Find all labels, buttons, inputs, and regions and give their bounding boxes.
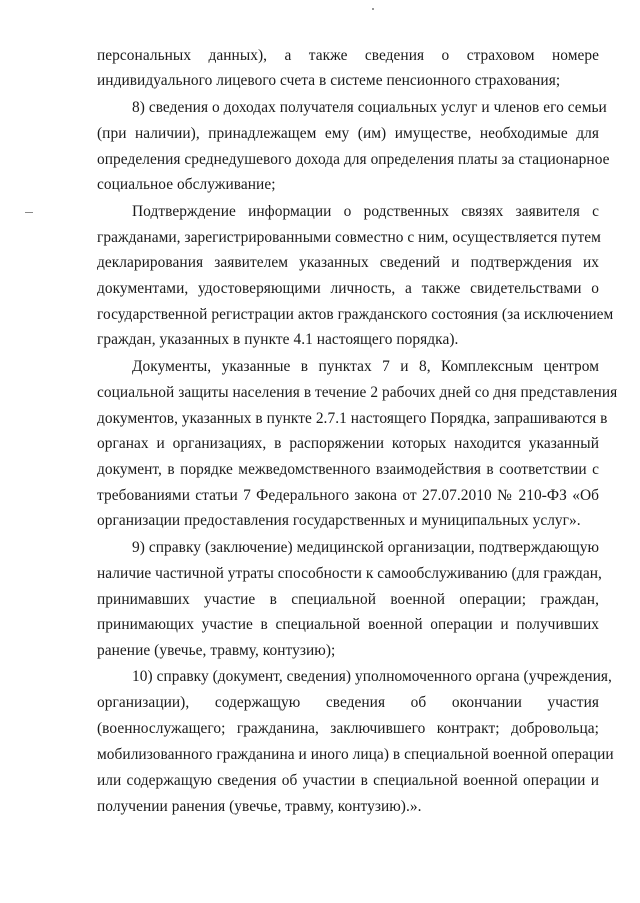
text-line-12: граждан, указанных в пункте 4.1 настоящего порядка). — [97, 331, 459, 348]
text-line-1: персональных данных), а также сведения о страховом номере — [97, 47, 599, 64]
text-line-9: декларирования заявителем указанных сведений и подтверждения их — [97, 254, 599, 271]
text-line-16: органах и организациях, в распоряжении которых находится указанный — [97, 435, 599, 452]
text-line-19: организации предоставления государственных и муниципальных услуг». — [97, 512, 581, 529]
text-line-11: государственной регистрации актов гражданского состояния (за исключением — [97, 306, 614, 323]
text-line-22: принимавших участие в специальной военной операции; граждан, — [97, 591, 599, 608]
text-line-3: 8) сведения о доходах получателя социальных услуг и членов его семьи — [132, 99, 607, 116]
text-line-30: получении ранения (увечье, травму, контузию).». — [97, 798, 422, 815]
text-line-24: ранение (увечье, травму, контузию); — [97, 642, 336, 659]
text-line-23: принимающих участие в специальной военной операции и получивших — [97, 616, 599, 633]
text-line-26: организации), содержащую сведения об окончании участия — [97, 694, 599, 711]
scan-mark — [372, 8, 374, 10]
text-line-18: требованиями статьи 7 Федерального закона от 27.07.2010 № 210-ФЗ «Об — [97, 487, 599, 504]
margin-mark — [25, 212, 33, 213]
text-line-13: Документы, указанные в пунктах 7 и 8, Комплексным центром — [132, 358, 599, 375]
text-line-28: мобилизованного гражданина и иного лица) в специальной военной операции — [97, 746, 614, 763]
text-line-2: индивидуального лицевого счета в системе пенсионного страхования; — [97, 72, 561, 89]
text-line-21: наличие частичной утраты способности к самообслуживанию (для граждан, — [97, 565, 602, 582]
text-line-5: определения среднедушевого дохода для определения платы за стационарное — [97, 151, 610, 168]
text-line-8: гражданами, зарегистрированными совместно с ним, осуществляется путем — [97, 229, 601, 246]
text-line-25: 10) справку (документ, сведения) уполномоченного органа (учреждения, — [132, 668, 612, 685]
text-line-7: Подтверждение информации о родственных связях заявителя с — [132, 203, 599, 220]
text-line-10: документами, удостоверяющими личность, а также свидетельствами о — [97, 280, 599, 297]
text-line-6: социальное обслуживание; — [97, 176, 276, 193]
text-line-4: (при наличии), принадлежащем ему (им) имуществе, необходимые для — [97, 125, 599, 142]
text-line-15: документов, указанных в пункте 2.7.1 настоящего Порядка, запрашиваются в — [97, 410, 608, 427]
text-line-27: (военнослужащего; гражданина, заключившего контракт; добровольца; — [97, 720, 599, 737]
text-line-29: или содержащую сведения об участии в специальной военной операции и — [97, 772, 599, 789]
text-line-17: документ, в порядке межведомственного взаимодействия в соответствии с — [97, 461, 599, 478]
text-line-20: 9) справку (заключение) медицинской организации, подтверждающую — [132, 539, 599, 556]
text-line-14: социальной защиты населения в течение 2 рабочих дней со дня представления — [97, 384, 618, 401]
